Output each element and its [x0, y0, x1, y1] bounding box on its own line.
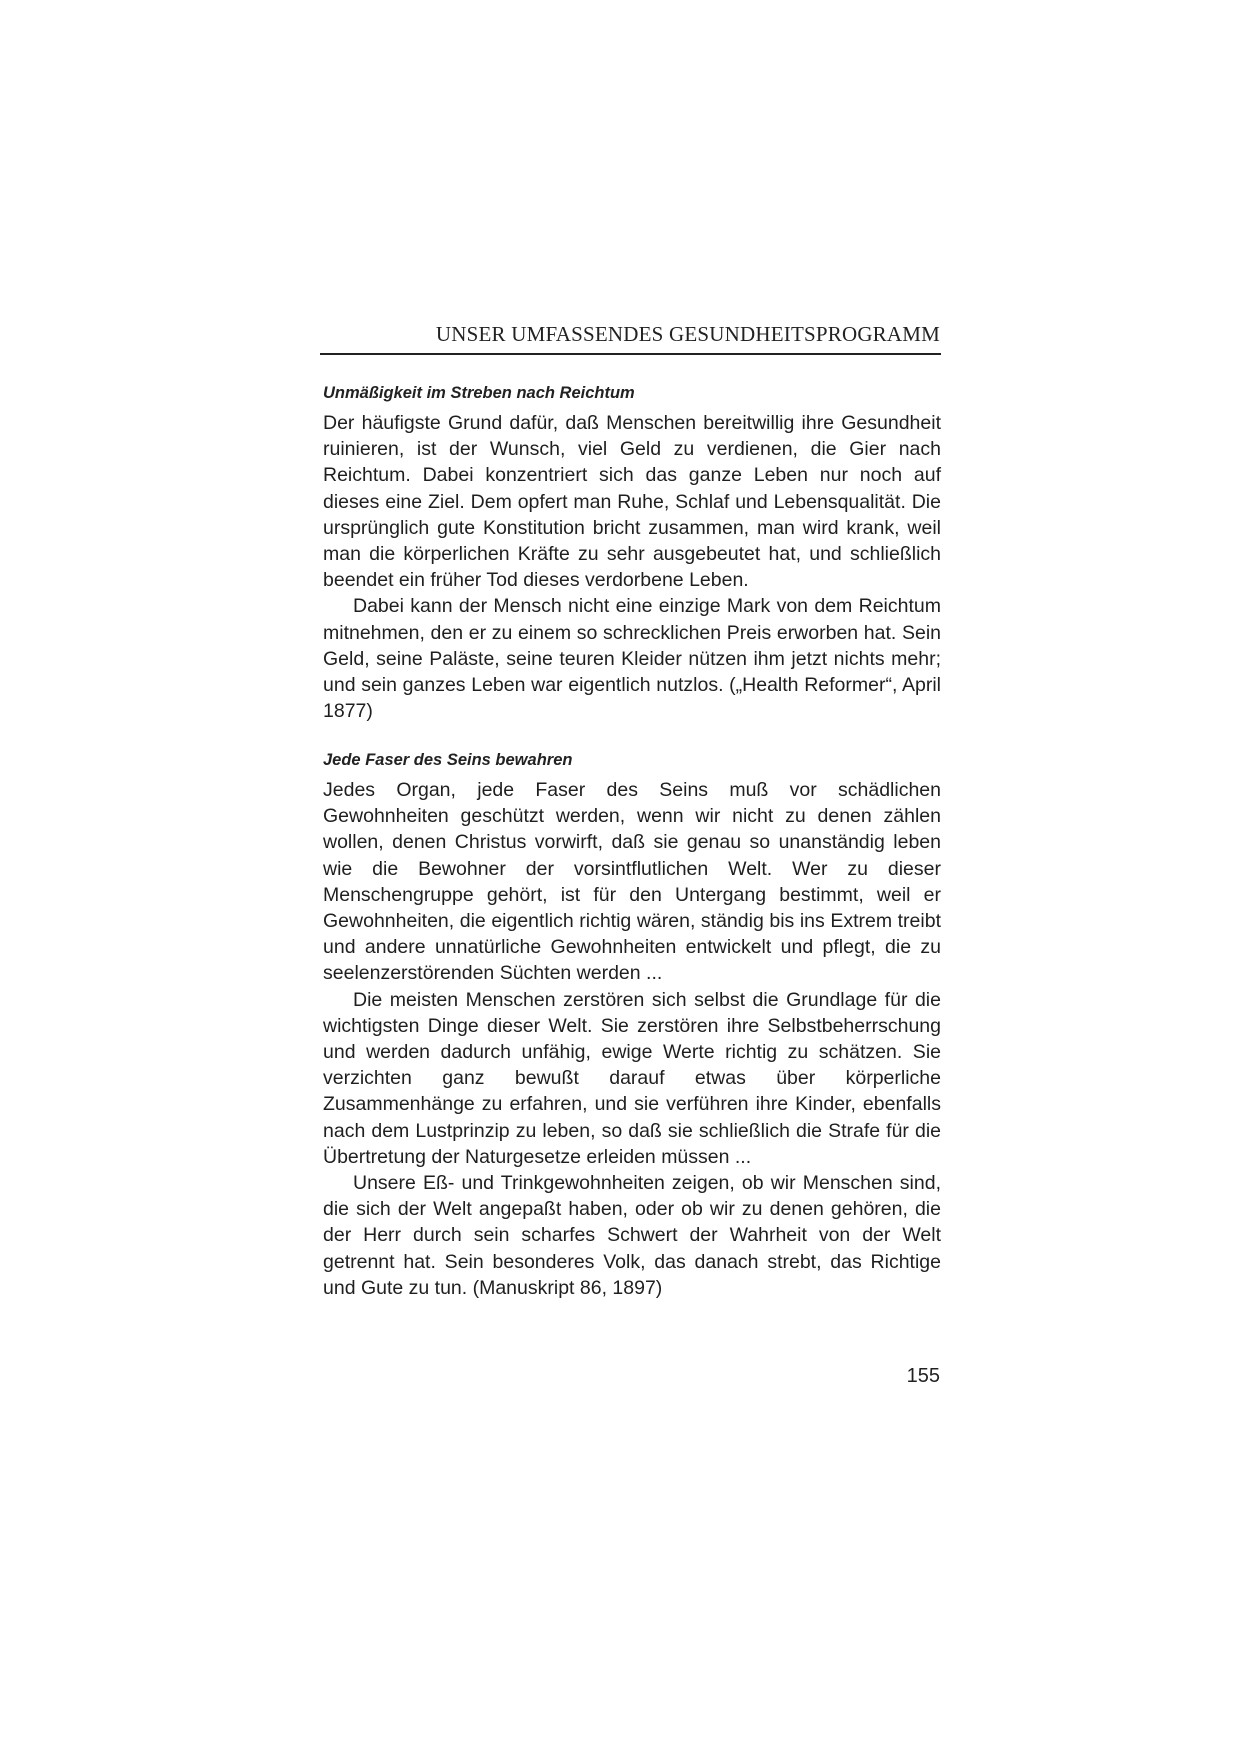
header-rule: [320, 353, 941, 355]
running-title: UNSER UMFASSENDES GESUNDHEITSPROGRAMM: [435, 322, 940, 346]
page-number: 155: [906, 1365, 940, 1387]
paragraph: Jedes Organ, jede Faser des Seins muß vor schädlichen Gewohnheiten geschützt werden, wenn wir nicht zu denen zählen wollen, denen Christus vorwirft, daß sie genau so unanständig leben wie die Bewohner der vorsintflutlichen Welt. Wer zu dieser Menschengruppe gehört, ist für den Untergang bestimmt, weil er Gewohnheiten, die eigentlich richtig wären, ständig bis ins Extrem treibt und andere unnatürliche Gewohnheiten entwickelt und pflegt, die zu seelenzerstörenden Süchten werden ...: [323, 779, 941, 985]
section-heading-reichtum: Unmäßigkeit im Streben nach Reichtum: [323, 384, 635, 402]
paragraph: Der häufigste Grund dafür, daß Menschen bereitwillig ihre Gesundheit ruinieren, ist der Wunsch, viel Geld zu verdienen, die Gier nach Reichtum. Dabei konzentriert sich das ganze Leben nur noch auf dieses eine Ziel. Dem opfert man Ruhe, Schlaf und Lebensqualität. Die ursprünglich gute Konstitution bricht zusammen, man wird krank, weil man die körperlichen Kräfte zu sehr ausgebeutet hat, und schließlich beendet ein früher Tod dieses verdorbene Leben.: [323, 412, 941, 592]
paragraph: Unsere Eß- und Trinkgewohnheiten zeigen, ob wir Menschen sind, die sich der Welt angepaßt haben, oder ob wir zu denen gehören, die der Herr durch sein scharfes Schwert der Wahrheit von der Welt getrennt hat. Sein besonderes Volk, das danach strebt, das Richtige und Gute zu tun. (Manuskript 86, 1897): [323, 1172, 941, 1299]
paragraph: Dabei kann der Mensch nicht eine einzige Mark von dem Reichtum mitnehmen, den er zu einem so schrecklichen Preis erworben hat. Sein Geld, seine Paläste, seine teuren Kleider nützen ihm jetzt nichts mehr; und sein ganzes Leben war eigentlich nutzlos. („Health Reformer“, April 1877): [323, 595, 941, 723]
section-body-faser: [323, 777, 941, 1301]
section-heading-faser: Jede Faser des Seins bewahren: [323, 751, 573, 769]
section-body-reichtum: [323, 410, 941, 724]
paragraph: Die meisten Menschen zerstören sich selbst die Grundlage für die wichtigsten Dinge dieser Welt. Sie zerstören ihre Selbstbeherrschung und werden dadurch unfähig, ewige Werte richtig zu schätzen. Sie verzichten ganz bewußt darauf etwas über körperliche Zusammenhänge zu erfahren, und sie verführen ihre Kinder, ebenfalls nach dem Lustprinzip zu leben, so daß sie schließlich die Strafe für die Übertretung der Naturgesetze erleiden müssen ...: [323, 988, 941, 1168]
